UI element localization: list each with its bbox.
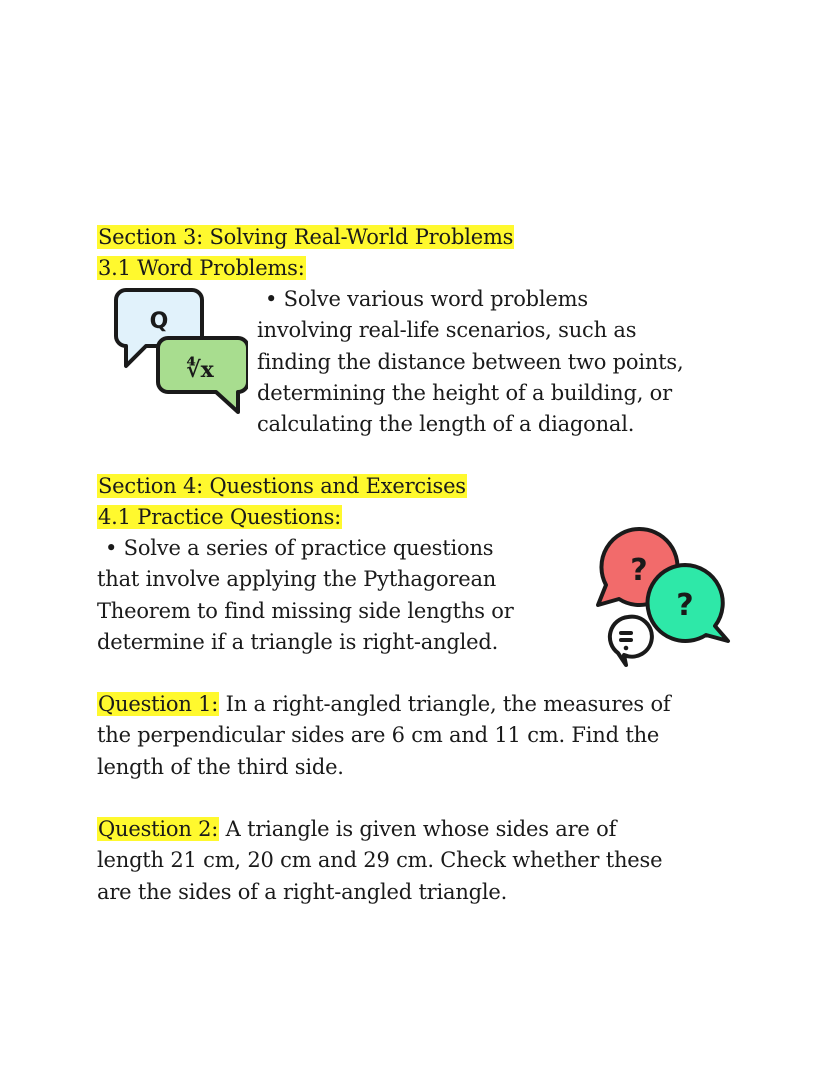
section3-bullet	[257, 284, 683, 440]
section4-bullet-line-3: Theorem to find missing side lengths or	[97, 598, 514, 623]
question1-line-3: length of the third side.	[97, 754, 344, 779]
section3-bullet-line-2: involving real-life scenarios, such as	[257, 318, 637, 343]
section3-bullet-line-5: calculating the length of a diagonal.	[257, 412, 635, 437]
section3-bullet-line-1: • Solve various word problems	[265, 287, 588, 311]
question1-line-1: In a right-angled triangle, the measures of	[219, 692, 671, 716]
section3-subheading: 3.1 Word Problems:	[98, 256, 305, 280]
question-math-chat-icon	[112, 286, 248, 418]
question2-block	[97, 814, 662, 908]
question2-label: Question 2:	[98, 817, 219, 841]
section3-bullet-line-3: finding the distance between two points,	[257, 349, 684, 374]
red-question-mark: ?	[630, 553, 648, 588]
question2-line-1: A triangle is given whose sides are of	[219, 817, 617, 841]
teal-question-mark: ?	[676, 588, 694, 623]
question2-line-3: are the sides of a right-angled triangle.	[97, 879, 508, 904]
math-root-text: ∜x	[186, 357, 214, 383]
question1-label: Question 1:	[98, 692, 219, 716]
section4-subheading: 4.1 Practice Questions:	[98, 505, 342, 529]
section3-heading: Section 3: Solving Real-World Problems	[98, 225, 514, 249]
section4-bullet-line-1: • Solve a series of practice questions	[105, 536, 494, 560]
q-letter: Q	[149, 309, 169, 334]
question1-line-2: the perpendicular sides are 6 cm and 11 cm. Find the	[97, 723, 660, 748]
section4-heading: Section 4: Questions and Exercises	[98, 474, 466, 498]
question2-line-2: length 21 cm, 20 cm and 29 cm. Check whether these	[97, 848, 663, 873]
section4-bullet	[97, 533, 514, 658]
section3-bullet-line-4: determining the height of a building, or	[257, 380, 672, 405]
section4-bullet-line-2: that involve applying the Pythagorean	[97, 567, 497, 592]
question1-block	[97, 689, 671, 783]
section4-bullet-line-4: determine if a triangle is right-angled.	[97, 629, 499, 654]
question-bubbles-icon	[592, 525, 732, 670]
